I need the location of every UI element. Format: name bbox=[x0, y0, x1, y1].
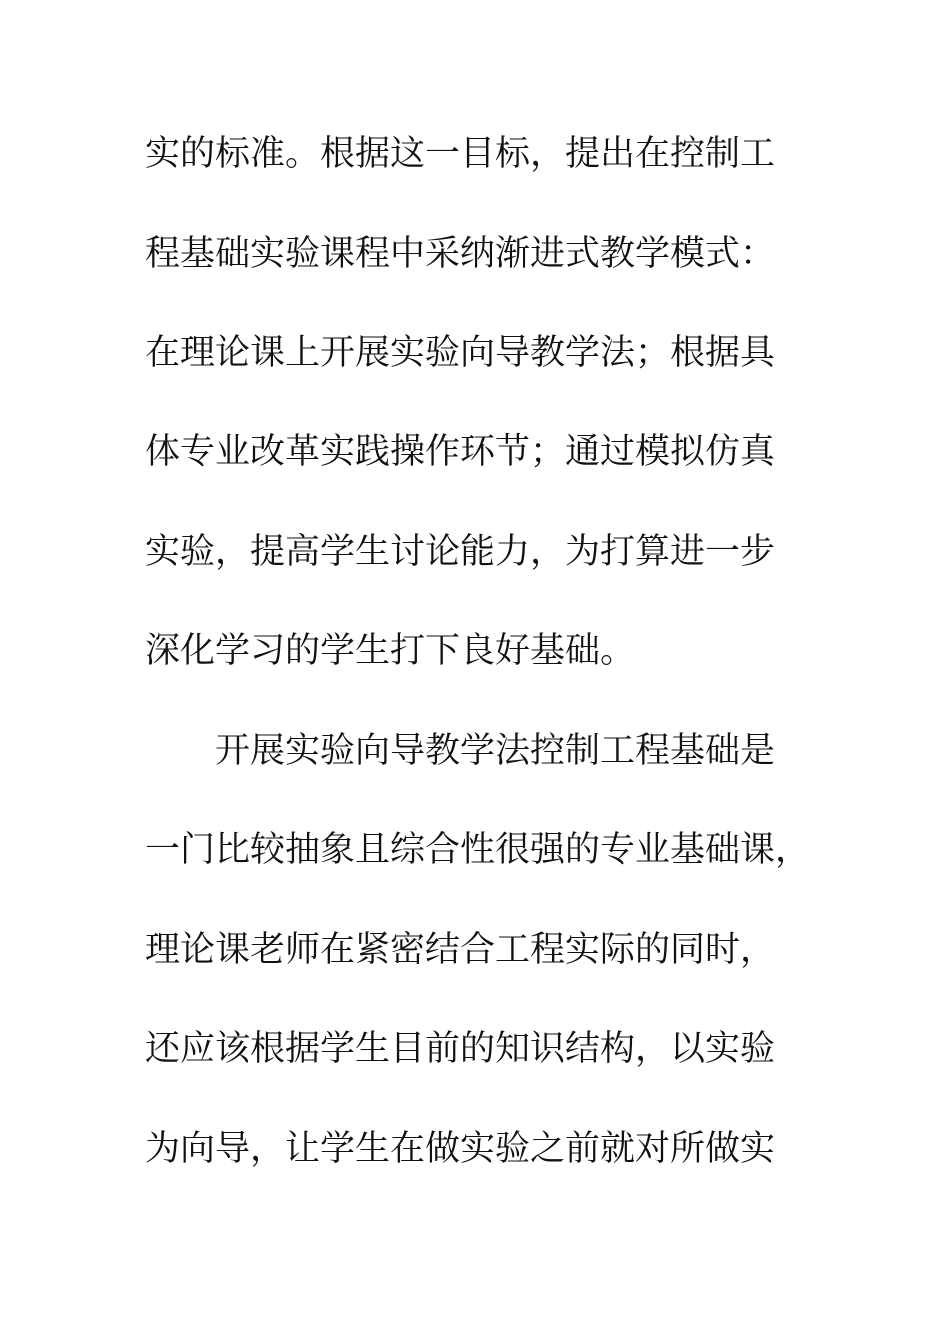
text-line-11: 为向导，让学生在做实验之前就对所做实 bbox=[145, 1129, 776, 1169]
text-line-1: 实的标准。根据这一目标，提出在控制工 bbox=[145, 134, 776, 174]
text-line-7: 开展实验向导教学法控制工程基础是 bbox=[145, 731, 776, 771]
text-line-10: 还应该根据学生目前的知识结构，以实验 bbox=[145, 1029, 776, 1069]
text-line-5: 实验，提高学生讨论能力，为打算进一步 bbox=[145, 532, 776, 572]
text-line-4: 体专业改革实践操作环节；通过模拟仿真 bbox=[145, 432, 776, 472]
text-line-6: 深化学习的学生打下良好基础。 bbox=[145, 631, 636, 671]
text-line-8: 一门比较抽象且综合性很强的专业基础课， bbox=[145, 830, 811, 870]
text-line-9: 理论课老师在紧密结合工程实际的同时， bbox=[145, 930, 776, 970]
text-line-2: 程基础实验课程中采纳渐进式教学模式： bbox=[145, 234, 776, 274]
text-line-3: 在理论课上开展实验向导教学法；根据具 bbox=[145, 333, 776, 373]
